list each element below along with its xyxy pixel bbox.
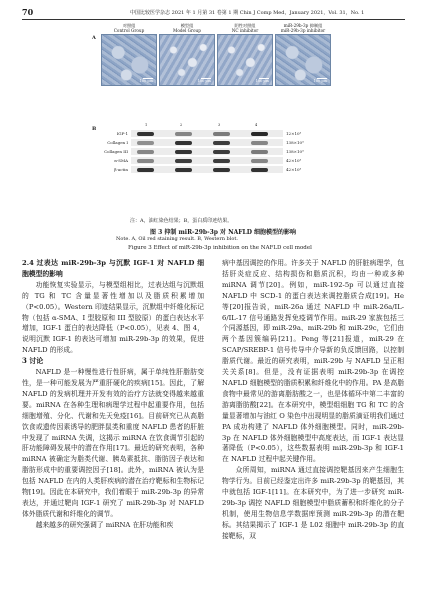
blot-band [251, 141, 268, 145]
paragraph: 病中基因调控的作用。许多关于 NAFLD 的肝脏病理学，包括肝炎症反应、结构损伤和脂质沉积，均由一种或多种 miRNA 调节[20]。例如，miR-192-5p 可以通过直接 NAFLD 中 SCD-1 的蛋白表达来调控脂质合成[19]。He 等[20]报告说，miR-26a 通过 NAFLD 中 miR-26a/IL-6/IL-17 信号通路发挥免疫调节作用。miR-29 家族包括三个同源基因，即 miR-29a、miR-29b 和 miR-29c，它们由两个基因簇编码[21]。Peng 等[21]报道，miR-29 在 SCAP/SREBP-1 信号传导中介导新的负反馈回路，以控制脂质代谢。最近的研究表明，miR-29b 与 NAFLD 呈正相关关系[8]。但是，没有证据表明 miR-29b-3p 在调控 NAFLD 细胞模型的脂质积累和纤维化中的作用。PA 是高脂食物中最常见的游离脂肪酸之一，也是体循环中第二丰富的游离脂肪酸[22]。在本研究中，模型组细胞 TG 和 TC 的含量显著增加与油红 O 染色中出现明显的脂质滴证明我们通过 PA 成功构建了 NAFLD 体外细胞模型。同时，miR-29b-3p 在 NAFLD 体外细胞模型中高度表达，而 IGF-1 表达显著降低（P<0.05），这些数据表明 miR-29b-3p 和 IGF-1 在 NAFLD 过程中起关键作用。 [222, 259, 404, 464]
blot-band [175, 141, 192, 145]
blot-protein-name: IGF-1 [116, 131, 128, 136]
lane-labels [130, 123, 280, 129]
lane-label: 1 [145, 123, 148, 127]
lane-label: 3 [218, 123, 221, 127]
blot-band [137, 132, 154, 136]
group-name-cn: 对照组 [122, 23, 136, 28]
paragraph: 越来越多的研究强调了 miRNA 在肝功能和疾 [35, 520, 174, 529]
blot-band [251, 168, 268, 172]
blot-row-alpha-sma [100, 157, 332, 165]
blot-band [213, 150, 230, 154]
scale-label: 100 μm [255, 79, 269, 83]
blot-band [175, 159, 192, 163]
blot-band [137, 141, 154, 145]
blot-band [251, 132, 268, 136]
micrograph-control [101, 34, 157, 86]
group-name-cn: miR-29b-3p 抑制组 [283, 23, 323, 28]
group-header-nc-inhibitor [216, 23, 274, 33]
blot-band [175, 168, 192, 172]
group-header-model [158, 23, 216, 33]
group-name-en: miR-29b-3p inhibitor [280, 28, 326, 33]
right-column [222, 258, 404, 542]
group-header-control [100, 23, 158, 33]
page-number: 70 [22, 7, 34, 17]
scale-label: 100 μm [139, 79, 153, 83]
header-rule [22, 19, 405, 20]
micrograph-model [159, 34, 215, 86]
blot-band [213, 132, 230, 136]
section-heading-discussion: 3 讨论 [22, 356, 44, 366]
group-name-en: Control Group [113, 28, 145, 33]
lane-label: 2 [180, 123, 183, 127]
panel-label-a: A [92, 35, 96, 41]
section-heading-2-4: 2.4 过表达 miR-29b-3p 与沉默 IGF-1 对 NAFLD 细胞模型的影响 [22, 259, 204, 278]
group-name-cn: 阴性对照组 [234, 23, 256, 28]
blot-strip [131, 130, 283, 137]
blot-band [137, 150, 154, 154]
blot-row-igf1 [100, 130, 332, 138]
group-header-mir-inhibitor [274, 23, 332, 33]
figure-3 [92, 23, 332, 198]
blot-band [251, 150, 268, 154]
journal-header: 中国比较医学杂志 2021 年 1 月第 31 卷第 1 期 Chin J Comp Med，January 2021，Vol. 31，No. 1 [130, 10, 365, 16]
lane-label: 4 [255, 123, 258, 127]
blot-protein-name: Collagen I [107, 140, 128, 145]
western-blot [100, 123, 332, 173]
blot-size: 138×10³ [286, 149, 304, 154]
paragraph: 众所周知，miRNA 通过直接调控靶基因来产生细胞生物学行为。目前已经鉴定出许多 miR-29b-3p 的靶基因，其中就包括 IGF-1[11]。在本研究中，为了进一步研究 miR-29b-3p 调控 NAFLD 细胞模型中脂质蓄积和纤维化的分子机制，使用生物信息学数据库预测 miR-29b-3p 的潜在靶标。其结果揭示了 IGF-1 是 L02 细胞中 miR-29b-3p 的直接靶标，双 [222, 466, 404, 540]
micrograph-nc-inhibitor [217, 34, 273, 86]
scale-label: 100 μm [197, 79, 211, 83]
figure-title-cn: 图 3 抑制 miR-29b-3p 对 NAFLD 细胞模型的影响 [150, 229, 297, 236]
blot-band [213, 168, 230, 172]
blot-protein-name: β-actin [114, 167, 128, 172]
blot-row-beta-actin [100, 166, 332, 174]
blot-size: 42×10³ [286, 158, 302, 163]
blot-protein-name: α-SMA [114, 158, 128, 163]
blot-band [251, 159, 268, 163]
left-column [22, 258, 204, 531]
blot-band [175, 150, 192, 154]
paragraph: NAFLD 是一种慢性进行性肝病，属于单纯性肝脂肪变性，是一种可能发展为严重肝硬化的疾病[15]。因此，了解 NAFLD 的发病机理并开发有效的治疗方法就变得越来越重要。miRNA 在各种生理和病理学过程中起重要作用，包括细胞增殖、分化、代谢和先天免疫[16]。目前研究已从高脂饮食或遗传因素诱导的肥胖鼠类和重度 NAFLD 患者的肝脏中发现了 miRNA 失调，这揭示 miRNA 在饮食调节引起的肝功能障碍发展中的潜在作用[17]。最近的研究表明，各种 miRNA 被确定为脂类代谢、胰岛素抵抗、脂肪因子表达和脂肪形成中的重要调控因子[18]。此外，miRNA 被认为是包括 NAFLD 在内的人类肝疾病的潜在治疗靶标和生物标记物[19]。因此在本研究中，我们着眼于 miR-29b-3p 的异常表达，并通过靶向 IGF-1 研究了 miR-29b-3p 对 NAFLD 体外脂质代谢和纤维化的调节。 [22, 368, 204, 518]
figure-title-en: Figure 3 Effect of miR-29b-3p inhibition on the NAFLD cell model [128, 245, 312, 251]
group-name-en: Model Group [173, 28, 201, 33]
paragraph: 功能恢复实验显示，与模型组相比，过表达组与沉默组的 TG 和 TC 含量显著性增加以及脂质积累增加（P<0.05）。Western 印迹结果显示，沉默组中纤维化标记物（包括 α-SMA、I 型胶原和 III 型胶原）的蛋白表达水平增加，IGF-1 蛋白的表达降低（P<0.05），见表 4、图 4，说明沉默 IGF-1 的表达可增加 miR-29b-3p 的效果，促进 NAFLD 的形成。 [22, 280, 204, 355]
blot-band [175, 132, 192, 136]
blot-protein-name: Collagen III [104, 149, 128, 154]
blot-band [137, 159, 154, 163]
blot-strip [131, 148, 283, 155]
micrograph-mir-inhibitor [275, 34, 331, 86]
blot-size: 12×10³ [286, 131, 302, 136]
figure-note-en: Note. A, Oil red staining result. B, Western blot. [116, 236, 238, 242]
blot-strip [131, 139, 283, 146]
blot-band [213, 159, 230, 163]
panel-label-b: B [92, 126, 97, 132]
blot-strip [131, 166, 283, 173]
blot-size: 138×10³ [286, 140, 304, 145]
group-name-cn: 模型组 [180, 23, 194, 28]
blot-band [213, 141, 230, 145]
scale-label: 100 μm [313, 79, 327, 83]
blot-row-collagen-i [100, 139, 332, 147]
blot-row-collagen-iii [100, 148, 332, 156]
blot-size: 42×10³ [286, 167, 302, 172]
figure-note-cn: 注：A，油红染色结果；B，蛋白质印迹结果。 [130, 218, 233, 224]
blot-strip [131, 157, 283, 164]
blot-band [137, 168, 154, 172]
group-name-en: NC inhibitor [231, 28, 259, 33]
